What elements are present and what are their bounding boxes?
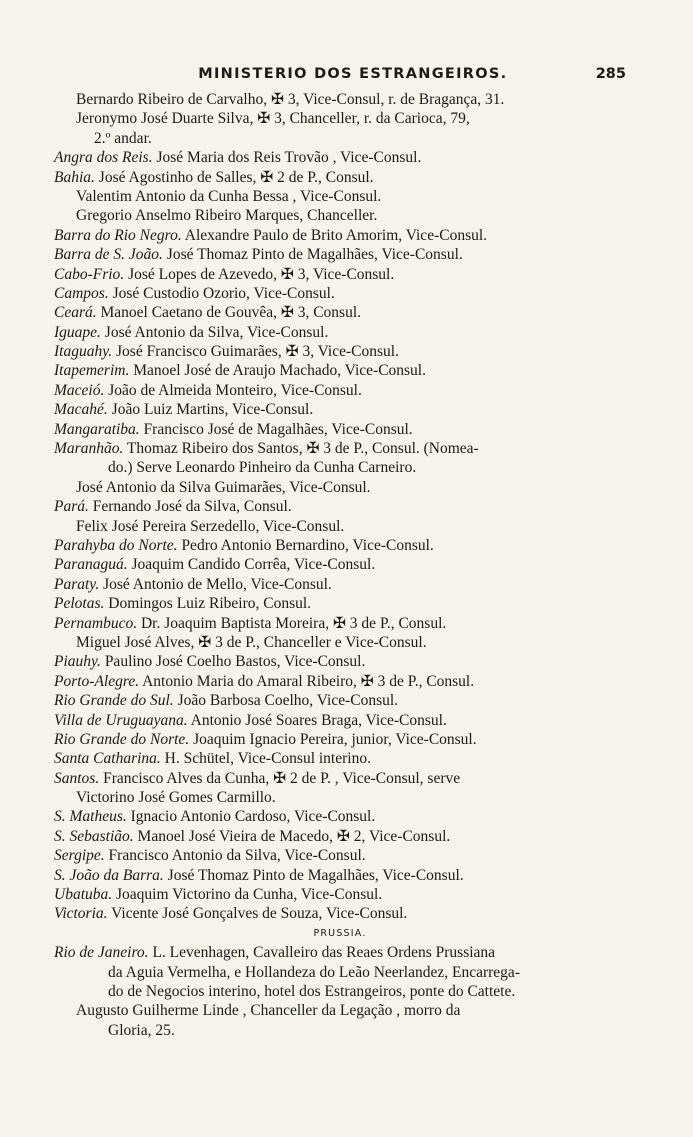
entry-line [54,555,626,574]
entry-text: do.) Serve Leonardo Pinheiro da Cunha Carneiro. [108,459,417,477]
place-name: Pelotas. [54,595,105,613]
page-title: MINISTERIO DOS ESTRANGEIROS. [198,66,508,82]
entry-text: José Lopes de Azevedo, ✠ 3, Vice-Consul. [124,265,395,283]
entry-line [54,323,626,342]
entry-line [54,769,626,788]
consul-list [54,90,626,1040]
entry-line [54,904,626,923]
entry-line [54,749,626,768]
place-name: Bahia. [54,168,95,186]
entry-line [54,245,626,264]
entry-text: L. Levenhagen, Cavalleiro das Reaes Ordens Prussiana [148,944,496,962]
entry-text: José Antonio da Silva Guimarães, Vice-Consul. [76,478,371,496]
entry-line [54,943,626,962]
place-name: Paraty. [54,575,100,593]
entry-line [54,478,626,497]
entry-text: José Maria dos Reis Trovão , Vice-Consul. [152,149,422,167]
entry-text: João de Almeida Monteiro, Vice-Consul. [104,381,362,399]
entry-text: João Luiz Martins, Vice-Consul. [107,401,314,419]
place-name: Paranaguá. [54,556,128,574]
entry-text: Ignacio Antonio Cardoso, Vice-Consul. [126,808,376,826]
place-name: Itapemerim. [54,362,130,380]
entry-line [54,652,626,671]
place-name: Pará. [54,498,89,516]
entry-text: H. Schütel, Vice-Consul interino. [160,750,371,768]
entry-line [54,730,626,749]
entry-line [54,536,626,555]
entry-line [54,381,626,400]
place-name: Ceará. [54,304,97,322]
place-name: S. Matheus. [54,808,127,826]
place-name: Parahyba do Norte. [54,536,178,554]
entry-line [54,284,626,303]
entry-line [54,400,626,419]
entry-line [54,439,626,458]
place-name: Porto-Alegre. [54,672,140,690]
entry-line [54,1021,626,1040]
entry-line [54,691,626,710]
entry-text: Augusto Guilherme Linde , Chanceller da Legação , morro da [76,1002,461,1020]
entry-line [54,458,626,477]
entry-line [54,420,626,439]
entry-text: Gregorio Anselmo Ribeiro Marques, Chanceller. [76,207,378,225]
entry-text: Manoel José Vieira de Macedo, ✠ 2, Vice-Consul. [133,827,451,845]
entry-text: Fernando José da Silva, Consul. [88,498,292,516]
entry-line [54,633,626,652]
entry-line [54,226,626,245]
place-name: Maranhão. [54,440,124,458]
entry-line [54,885,626,904]
place-name: Macahé. [54,401,108,419]
entry-line [54,168,626,187]
entry-text: Manoel Caetano de Gouvêa, ✠ 3, Consul. [96,304,362,322]
entry-text: da Aguia Vermelha, e Hollandeza do Leão Neerlandez, Encarrega- [108,963,520,981]
place-name: Ubatuba. [54,886,113,904]
entry-line [54,963,626,982]
entry-text: Francisco Antonio da Silva, Vice-Consul. [104,847,366,865]
entry-text: Valentim Antonio da Cunha Bessa , Vice-Consul. [76,187,382,205]
entry-line [54,827,626,846]
entry-line [54,711,626,730]
entry-text: do de Negocios interino, hotel dos Estrangeiros, ponte do Cattete. [108,982,516,1000]
entry-text: José Antonio da Silva, Vice-Consul. [100,323,329,341]
entry-text: João Barbosa Coelho, Vice-Consul. [173,692,399,710]
entry-text: José Thomaz Pinto de Magalhães, Vice-Consul. [162,246,463,264]
place-name: Maceió. [54,381,105,399]
entry-line [54,303,626,322]
entry-line [54,148,626,167]
entry-line [54,866,626,885]
place-name: Villa de Uruguayana. [54,711,188,729]
place-name: Piauhy. [54,653,101,671]
entry-text: Joaquim Ignacio Pereira, junior, Vice-Consul. [189,730,477,748]
entry-text: Domingos Luiz Ribeiro, Consul. [104,595,312,613]
entry-text: Bernardo Ribeiro de Carvalho, ✠ 3, Vice-Consul, r. de Bragança, 31. [76,91,505,108]
place-name: Iguape. [54,323,101,341]
entry-line [54,361,626,380]
place-name: Campos. [54,284,109,302]
entry-text: Felix José Pereira Serzedello, Vice-Consul. [76,517,345,535]
page-number: 285 [595,66,626,82]
entry-text: Jeronymo José Duarte Silva, ✠ 3, Chanceller, r. da Carioca, 79, [76,110,470,128]
place-name: Rio Grande do Sul. [54,692,174,710]
entry-line [54,982,626,1001]
page-header [40,66,626,90]
entry-line [54,206,626,225]
entry-text: Thomaz Ribeiro dos Santos, ✠ 3 de P., Consul. (Nomea- [123,440,479,458]
entry-text: Dr. Joaquim Baptista Moreira, ✠ 3 de P., Consul. [137,614,447,632]
entry-text: José Antonio de Mello, Vice-Consul. [99,575,332,593]
entry-text: Joaquim Candido Corrêa, Vice-Consul. [127,556,376,574]
place-name: S. Sebastião. [54,827,134,845]
prussia-consulates-list [54,943,626,1040]
place-name: Santa Catharina. [54,750,161,768]
place-name: Sergipe. [54,847,105,865]
entry-text: Victorino José Gomes Carmillo. [76,789,276,807]
entry-text: Gloria, 25. [108,1021,175,1039]
entry-text: Miguel José Alves, ✠ 3 de P., Chanceller e Vice-Consul. [76,633,427,651]
entry-text: Francisco Alves da Cunha, ✠ 2 de P. , Vice-Consul, serve [99,769,461,787]
entry-text: Manoel José de Araujo Machado, Vice-Consul. [129,362,426,380]
place-name: Angra dos Reis. [54,149,153,167]
entry-text: Alexandre Paulo de Brito Amorim, Vice-Consul. [181,226,488,244]
entry-line [54,594,626,613]
place-name: S. João da Barra. [54,866,164,884]
place-name: Rio de Janeiro. [54,944,149,962]
place-name: Victoria. [54,905,108,923]
entry-line [54,90,626,109]
entry-line [54,807,626,826]
entry-text: Pedro Antonio Bernardino, Vice-Consul. [177,536,434,554]
entry-text: José Thomaz Pinto de Magalhães, Vice-Consul. [163,866,464,884]
entry-text: Joaquim Victorino da Cunha, Vice-Consul. [112,886,383,904]
entry-line [54,129,626,148]
entry-text: Antonio Maria do Amaral Ribeiro, ✠ 3 de P., Consul. [139,672,475,690]
place-name: Cabo-Frio. [54,265,125,283]
entry-line [54,575,626,594]
entry-line [54,517,626,536]
entry-line [54,109,626,128]
entry-line [54,497,626,516]
entry-line [54,265,626,284]
entry-text: Vicente José Gonçalves de Souza, Vice-Consul. [107,905,408,923]
entry-line [54,342,626,361]
entry-line [54,1001,626,1020]
entry-text: José Francisco Guimarães, ✠ 3, Vice-Consul. [112,343,399,361]
entry-line [54,846,626,865]
brazil-consulates-list [54,90,626,924]
place-name: Santos. [54,769,100,787]
entry-text: Paulino José Coelho Bastos, Vice-Consul. [100,653,366,671]
entry-text: José Custodio Ozorio, Vice-Consul. [108,284,335,302]
section-heading-prussia: PRUSSIA. [313,927,367,939]
place-name: Pernambuco. [54,614,138,632]
place-name: Itaguahy. [54,343,113,361]
entry-line [54,672,626,691]
place-name: Barra do Rio Negro. [54,226,182,244]
entry-line [54,187,626,206]
entry-text: José Agostinho de Salles, ✠ 2 de P., Consul. [94,168,374,186]
entry-text: Antonio José Soares Braga, Vice-Consul. [187,711,447,729]
entry-line [54,614,626,633]
entry-text: 2.º andar. [94,129,152,147]
entry-line [54,788,626,807]
place-name: Mangaratiba. [54,420,140,438]
entry-text: Francisco José de Magalhães, Vice-Consul. [139,420,413,438]
place-name: Barra de S. João. [54,246,163,264]
place-name: Rio Grande do Norte. [54,730,190,748]
